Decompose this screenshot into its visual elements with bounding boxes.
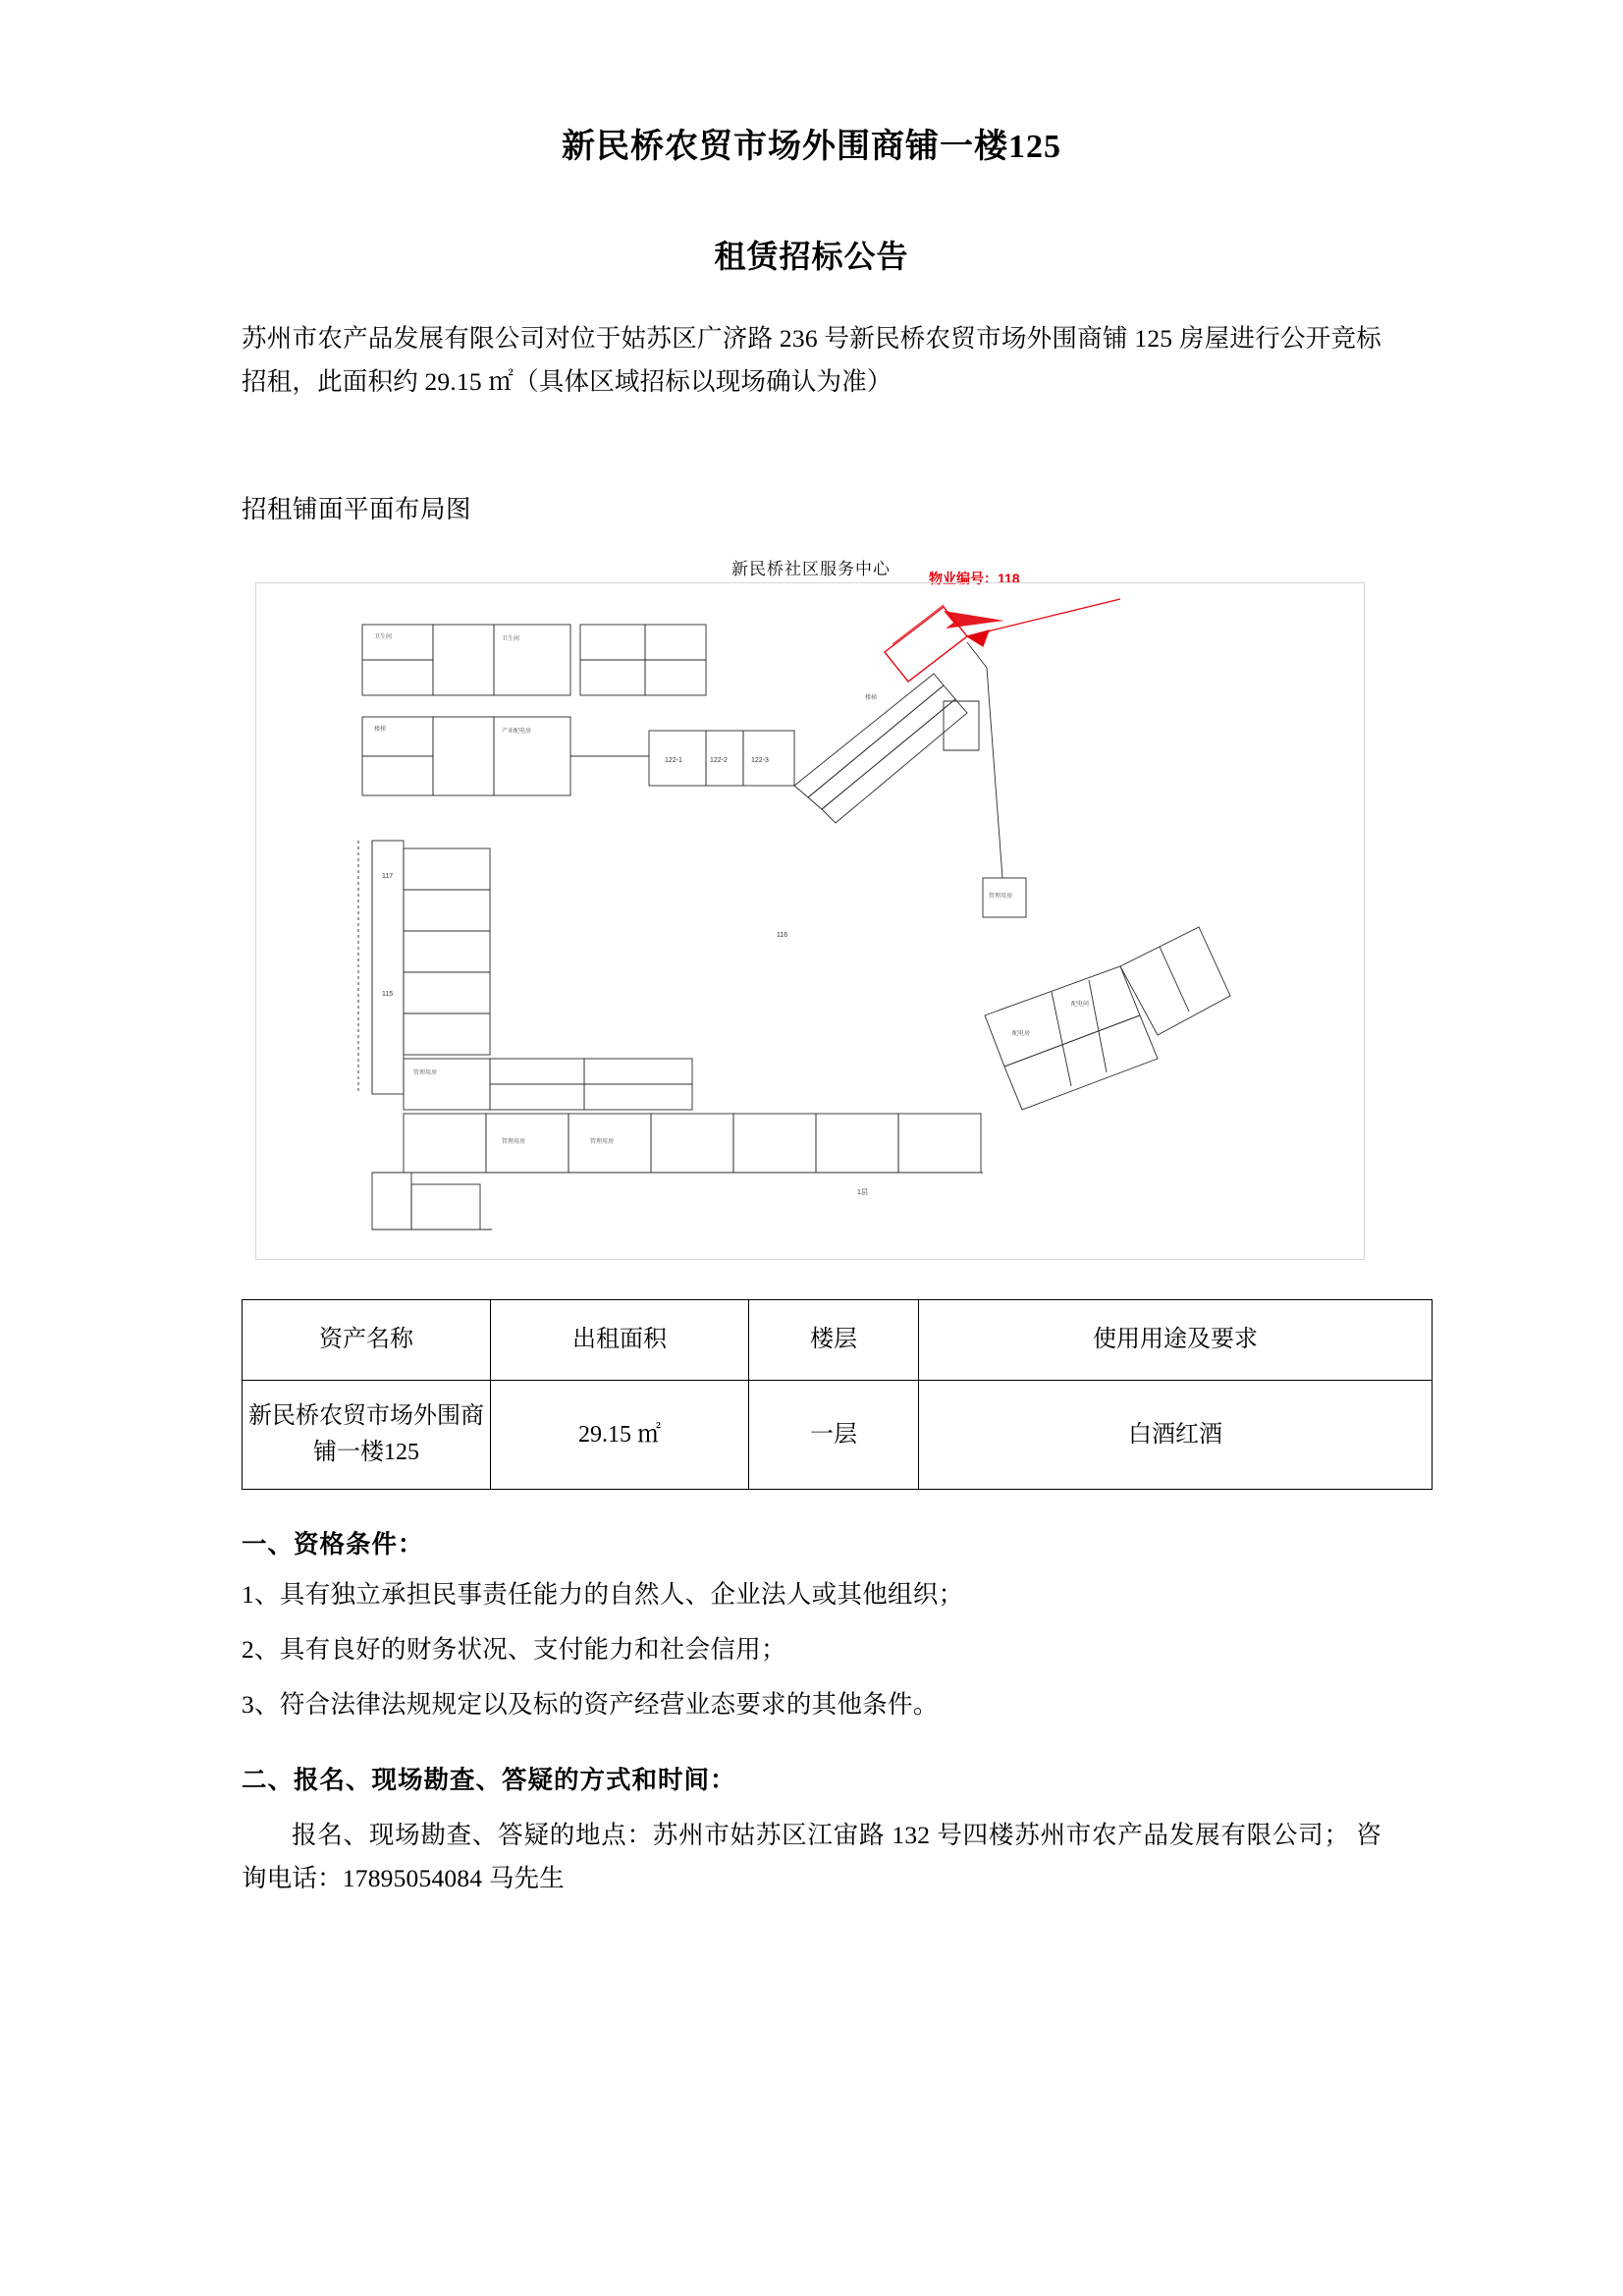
floorplan-figure xyxy=(242,547,1380,1274)
svg-text:116: 116 xyxy=(777,931,788,939)
section-two-paragraph: 报名、现场勘查、答疑的地点：苏州市姑苏区江宙路 132 号四楼苏州市农产品发展有限公司； 咨询电话：17895054084 马先生 xyxy=(242,1821,1381,1893)
td-rent-area: 29.15 ㎡ xyxy=(491,1380,749,1489)
section-one-item-3: 3、符合法律法规规定以及标的资产经营业态要求的其他条件。 xyxy=(242,1690,939,1720)
room-label-122-3: 122-3 xyxy=(751,756,769,764)
svg-text:产业配电房: 产业配电房 xyxy=(502,728,532,735)
svg-text:管理用房: 管理用房 xyxy=(413,1069,438,1076)
td-floor: 一层 xyxy=(749,1380,919,1489)
section-two-heading: 二、报名、现场勘查、答疑的方式和时间： xyxy=(242,1766,736,1795)
td-usage: 白酒红酒 xyxy=(919,1380,1433,1489)
floorplan-label: 招租铺面平面布局图 xyxy=(242,494,472,523)
th-floor: 楼层 xyxy=(749,1299,919,1380)
svg-text:管理用房: 管理用房 xyxy=(590,1138,615,1145)
floorplan-caption: 新民桥社区服务中心 xyxy=(731,559,891,578)
section-one-item-2: 2、具有良好的财务状况、支付能力和社会信用； xyxy=(242,1635,786,1665)
room-label-122-1: 122-1 xyxy=(665,756,682,764)
table-header-row xyxy=(243,1299,1433,1380)
svg-text:配电间: 配电间 xyxy=(1071,1001,1090,1008)
svg-text:卫生间: 卫生间 xyxy=(374,633,393,640)
svg-text:115: 115 xyxy=(382,990,394,998)
table-row xyxy=(243,1380,1433,1489)
th-asset-name: 资产名称 xyxy=(243,1299,491,1380)
th-usage: 使用用途及要求 xyxy=(919,1299,1433,1380)
svg-text:117: 117 xyxy=(382,872,394,880)
svg-text:配电房: 配电房 xyxy=(1012,1030,1031,1037)
asset-table xyxy=(242,1299,1433,1491)
floorplan-callout-label: 物业编号：118 xyxy=(929,570,1020,586)
svg-text:1层: 1层 xyxy=(857,1188,868,1196)
page-subtitle: 租赁招标公告 xyxy=(714,239,909,274)
svg-text:楼梯: 楼梯 xyxy=(865,694,878,701)
svg-text:卫生间: 卫生间 xyxy=(502,635,520,642)
page-title: 新民桥农贸市场外围商铺一楼125 xyxy=(562,129,1061,165)
svg-text:楼梯: 楼梯 xyxy=(374,726,387,733)
intro-paragraph: 苏州市农产品发展有限公司对位于姑苏区广济路 236 号新民桥农贸市场外围商铺 125 房屋进行公开竞标招租，此面积约 29.15 ㎡（具体区域招标以现场确认为准） xyxy=(242,324,1381,396)
th-rent-area: 出租面积 xyxy=(491,1299,749,1380)
floorplan-drawing xyxy=(255,582,1365,1260)
svg-text:管理用房: 管理用房 xyxy=(502,1138,526,1145)
room-label-122-2: 122-2 xyxy=(710,756,728,764)
section-one-heading: 一、资格条件： xyxy=(242,1530,424,1559)
section-one-item-1: 1、具有独立承担民事责任能力的自然人、企业法人或其他组织； xyxy=(242,1580,964,1610)
td-asset-name: 新民桥农贸市场外围商铺一楼125 xyxy=(243,1380,491,1489)
svg-text:管理用房: 管理用房 xyxy=(989,893,1013,900)
